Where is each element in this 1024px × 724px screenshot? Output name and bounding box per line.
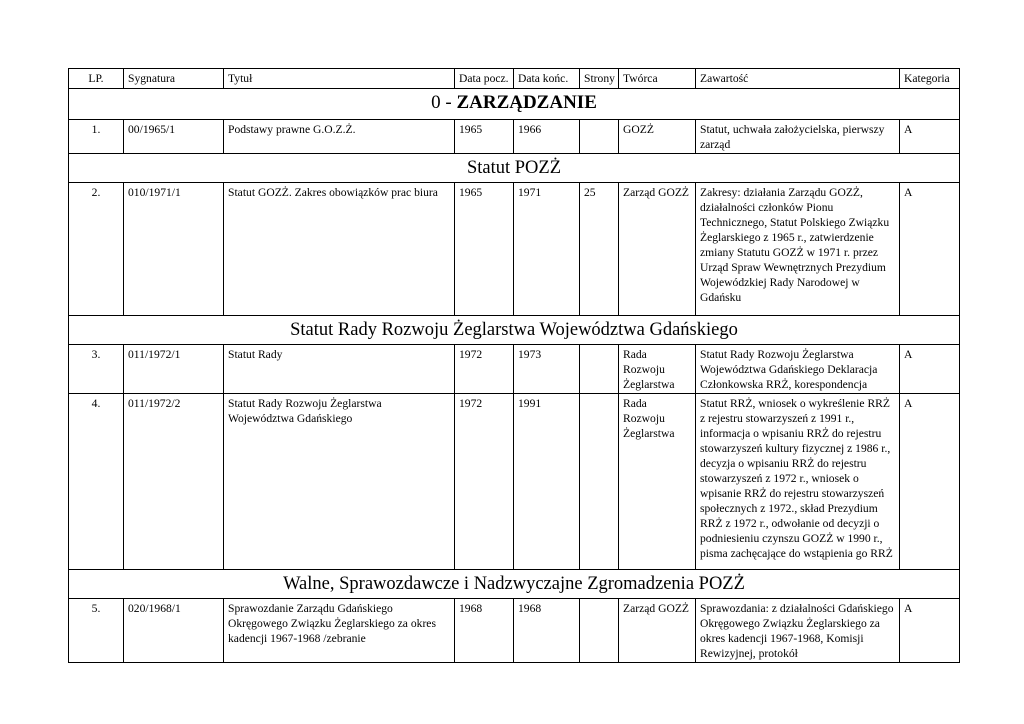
cell-lp: 5. bbox=[69, 599, 124, 663]
main-section-heading bbox=[69, 89, 960, 120]
header-zawartosc: Zawartość bbox=[696, 69, 900, 89]
section-heading: Walne, Sprawozdawcze i Nadzwyczajne Zgromadzenia POZŻ bbox=[283, 574, 745, 594]
cell-tytul: Podstawy prawne G.O.Z.Ż. bbox=[224, 120, 455, 154]
cell-kategoria: A bbox=[900, 120, 960, 154]
section-row bbox=[69, 316, 960, 345]
cell-lp: 3. bbox=[69, 345, 124, 394]
cell-data-konc: 1973 bbox=[514, 345, 580, 394]
cell-tworca: Zarząd GOZŻ bbox=[619, 183, 696, 316]
cell-tytul: Sprawozdanie Zarządu Gdańskiego Okręgowego Związku Żeglarskiego za okres kadencji 1967-1968 /zebranie bbox=[224, 599, 455, 663]
cell-data-konc: 1971 bbox=[514, 183, 580, 316]
cell-strony bbox=[580, 120, 619, 154]
cell-kategoria: A bbox=[900, 394, 960, 570]
table-header-row bbox=[69, 69, 960, 89]
cell-lp: 1. bbox=[69, 120, 124, 154]
cell-data-konc: 1968 bbox=[514, 599, 580, 663]
section-heading: Statut POZŻ bbox=[466, 158, 562, 178]
cell-zawartosc: Statut Rady Rozwoju Żeglarstwa Województwa Gdańskiego Deklaracja Członkowska RRŻ, korespondencja bbox=[696, 345, 900, 394]
cell-sygnatura: 010/1971/1 bbox=[124, 183, 224, 316]
cell-tworca: Rada Rozwoju Żeglarstwa bbox=[619, 345, 696, 394]
cell-data-pocz: 1965 bbox=[455, 183, 514, 316]
table-row bbox=[69, 345, 960, 394]
section-heading-cell bbox=[69, 154, 960, 183]
header-tworca: Twórca bbox=[619, 69, 696, 89]
cell-data-pocz: 1965 bbox=[455, 120, 514, 154]
header-sygnatura: Sygnatura bbox=[124, 69, 224, 89]
cell-tworca: Zarząd GOZŻ bbox=[619, 599, 696, 663]
section-row bbox=[69, 570, 960, 599]
cell-data-konc: 1966 bbox=[514, 120, 580, 154]
cell-tytul: Statut Rady Rozwoju Żeglarstwa Województwa Gdańskiego bbox=[224, 394, 455, 570]
section-heading: Statut Rady Rozwoju Żeglarstwa Województwa Gdańskiego bbox=[290, 320, 738, 340]
cell-zawartosc: Statut RRŻ, wniosek o wykreślenie RRŻ z rejestru stowarzyszeń z 1991 r., informacja o wpisaniu RRŻ do rejestru stowarzyszeń kultury fizycznej z 1986 r., decyzja o wpisaniu RRŻ do rejestru stowarzyszeń z 1972 r., wniosek o wpisanie RRŻ do rejestru stowarzyszeń społecznych z 1972., skład Prezydium RRŻ z 1972 r., odwołanie od decyzji o podniesieniu czynszu GOZŻ w 1990 r., pisma zachęcające do wstąpienia go RRŻ bbox=[696, 394, 900, 570]
cell-zawartosc: Sprawozdania: z działalności Gdańskiego Okręgowego Związku Żeglarskiego za okres kadencji 1967-1968, Komisji Rewizyjnej, protokół bbox=[696, 599, 900, 663]
cell-lp: 4. bbox=[69, 394, 124, 570]
cell-strony: 25 bbox=[580, 183, 619, 316]
cell-data-pocz: 1972 bbox=[455, 345, 514, 394]
cell-zawartosc: Statut, uchwała założycielska, pierwszy zarząd bbox=[696, 120, 900, 154]
cell-sygnatura: 011/1972/2 bbox=[124, 394, 224, 570]
cell-kategoria: A bbox=[900, 183, 960, 316]
document-page bbox=[68, 68, 959, 660]
cell-tytul: Statut GOZŻ. Zakres obowiązków prac biura bbox=[224, 183, 455, 316]
table-row bbox=[69, 120, 960, 154]
table-row bbox=[69, 599, 960, 663]
cell-data-pocz: 1972 bbox=[455, 394, 514, 570]
main-section-title: ZARZĄDZANIE bbox=[456, 92, 597, 113]
cell-kategoria: A bbox=[900, 599, 960, 663]
header-data-pocz: Data pocz. bbox=[455, 69, 514, 89]
header-lp: LP. bbox=[69, 69, 124, 89]
cell-strony bbox=[580, 599, 619, 663]
cell-tworca: Rada Rozwoju Żeglarstwa bbox=[619, 394, 696, 570]
cell-zawartosc: Zakresy: działania Zarządu GOZŻ, działalności członków Pionu Technicznego, Statut Polskiego Związku Żeglarskiego z 1965 r., zatwierdzenie zmiany Statutu GOZŻ w 1971 r. przez Urząd Spraw Wewnętrznych Prezydium Wojewódzkiej Rady Narodowej w Gdańsku bbox=[696, 183, 900, 316]
table-row bbox=[69, 394, 960, 570]
cell-tworca: GOZŻ bbox=[619, 120, 696, 154]
cell-sygnatura: 00/1965/1 bbox=[124, 120, 224, 154]
section-heading-cell bbox=[69, 570, 960, 599]
section-row-main bbox=[69, 89, 960, 120]
header-kategoria: Kategoria bbox=[900, 69, 960, 89]
header-strony: Strony bbox=[580, 69, 619, 89]
cell-kategoria: A bbox=[900, 345, 960, 394]
cell-sygnatura: 011/1972/1 bbox=[124, 345, 224, 394]
cell-strony bbox=[580, 394, 619, 570]
cell-lp: 2. bbox=[69, 183, 124, 316]
cell-strony bbox=[580, 345, 619, 394]
section-row bbox=[69, 154, 960, 183]
header-tytul: Tytuł bbox=[224, 69, 455, 89]
cell-data-pocz: 1968 bbox=[455, 599, 514, 663]
archive-inventory-table bbox=[68, 68, 960, 663]
cell-data-konc: 1991 bbox=[514, 394, 580, 570]
cell-sygnatura: 020/1968/1 bbox=[124, 599, 224, 663]
section-heading-cell bbox=[69, 316, 960, 345]
header-data-konc: Data końc. bbox=[514, 69, 580, 89]
cell-tytul: Statut Rady bbox=[224, 345, 455, 394]
main-section-prefix: 0 - bbox=[431, 92, 457, 113]
table-row bbox=[69, 183, 960, 316]
